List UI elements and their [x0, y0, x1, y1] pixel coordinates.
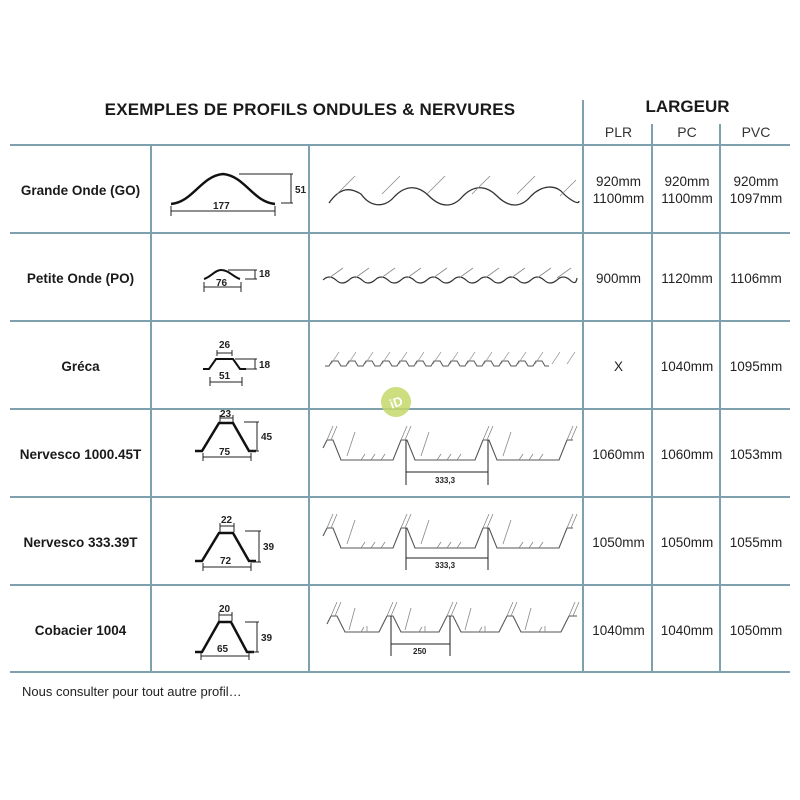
pvc-value: 1095mm — [729, 358, 783, 374]
plr-value: 900mm — [595, 270, 641, 286]
table-row — [10, 146, 790, 234]
pc-value: 1050mm — [660, 534, 714, 550]
svg-text:75: 75 — [219, 447, 231, 458]
plr-value: 920mm 1100mm — [592, 174, 645, 206]
pc-value: 1040mm — [660, 622, 714, 638]
svg-text:18: 18 — [259, 360, 271, 371]
watermark-logo-icon: iD — [377, 383, 415, 421]
grid-line — [719, 124, 721, 146]
profile-diagram-po — [153, 234, 309, 322]
svg-text:18: 18 — [259, 269, 271, 280]
profile-diagram-nervesco-333 — [153, 498, 309, 586]
table-row — [10, 586, 790, 674]
dim-pitch: 250 — [413, 647, 427, 656]
profile-diagram-cobacier — [153, 586, 309, 674]
svg-text:39: 39 — [263, 542, 275, 553]
table-title: EXEMPLES DE PROFILS ONDULES & NERVURES — [104, 100, 516, 119]
column-header-plr: PLR — [604, 124, 633, 140]
pvc-value: 1050mm — [729, 622, 783, 638]
pc-value: 920mm 1100mm — [661, 174, 713, 206]
pvc-value: 1053mm — [729, 446, 783, 462]
sheet-diagram-nervesco-333 — [311, 498, 583, 586]
dim-pitch: 333,3 — [435, 476, 456, 485]
svg-text:51: 51 — [219, 371, 231, 382]
plr-value: X — [613, 358, 623, 374]
profile-name: Cobacier 1004 — [34, 622, 127, 638]
sheet-diagram-cobacier — [311, 586, 583, 674]
pvc-value: 1106mm — [730, 270, 782, 286]
svg-text:22: 22 — [221, 515, 233, 526]
svg-text:23: 23 — [220, 410, 232, 420]
table-row — [10, 498, 790, 586]
svg-text:65: 65 — [217, 644, 229, 655]
table-row — [10, 234, 790, 322]
dim-pitch: 333,3 — [435, 561, 456, 570]
profile-name: Nervesco 333.39T — [23, 534, 138, 550]
svg-text:76: 76 — [216, 278, 228, 289]
plr-value: 1040mm — [592, 622, 645, 638]
sheet-diagram-po — [311, 234, 583, 322]
profile-name: Petite Onde (PO) — [26, 270, 135, 286]
profile-diagram-nervesco-1000 — [153, 410, 309, 498]
sheet-diagram-greca — [311, 322, 583, 410]
footnote: Nous consulter pour tout autre profil… — [22, 684, 242, 699]
profile-name: Gréca — [61, 358, 100, 374]
dim-width: 177 — [213, 201, 230, 212]
svg-text:26: 26 — [219, 340, 231, 351]
profile-name: Nervesco 1000.45T — [19, 446, 142, 462]
sheet-diagram-nervesco-1000 — [311, 410, 583, 498]
pc-value: 1060mm — [660, 446, 714, 462]
pvc-value: 920mm 1097mm — [729, 174, 783, 206]
pc-value: 1120mm — [661, 270, 713, 286]
plr-value: 1050mm — [592, 534, 645, 550]
grid-line — [582, 100, 584, 146]
column-header-pc: PC — [677, 124, 697, 140]
profile-diagram-go — [153, 146, 309, 234]
pvc-value: 1055mm — [729, 534, 783, 550]
svg-text:45: 45 — [261, 432, 273, 443]
svg-text:20: 20 — [219, 604, 231, 615]
grid-line — [651, 124, 653, 146]
table-row — [10, 410, 790, 498]
pc-value: 1040mm — [660, 358, 714, 374]
profile-diagram-greca — [153, 322, 309, 410]
dim-height: 51 — [295, 185, 307, 196]
plr-value: 1060mm — [592, 446, 645, 462]
sheet-diagram-go — [311, 146, 583, 234]
svg-text:72: 72 — [220, 556, 232, 567]
column-header-pvc: PVC — [741, 124, 771, 140]
largeur-header: LARGEUR — [645, 97, 730, 116]
svg-text:39: 39 — [261, 633, 273, 644]
profile-name: Grande Onde (GO) — [20, 182, 141, 198]
